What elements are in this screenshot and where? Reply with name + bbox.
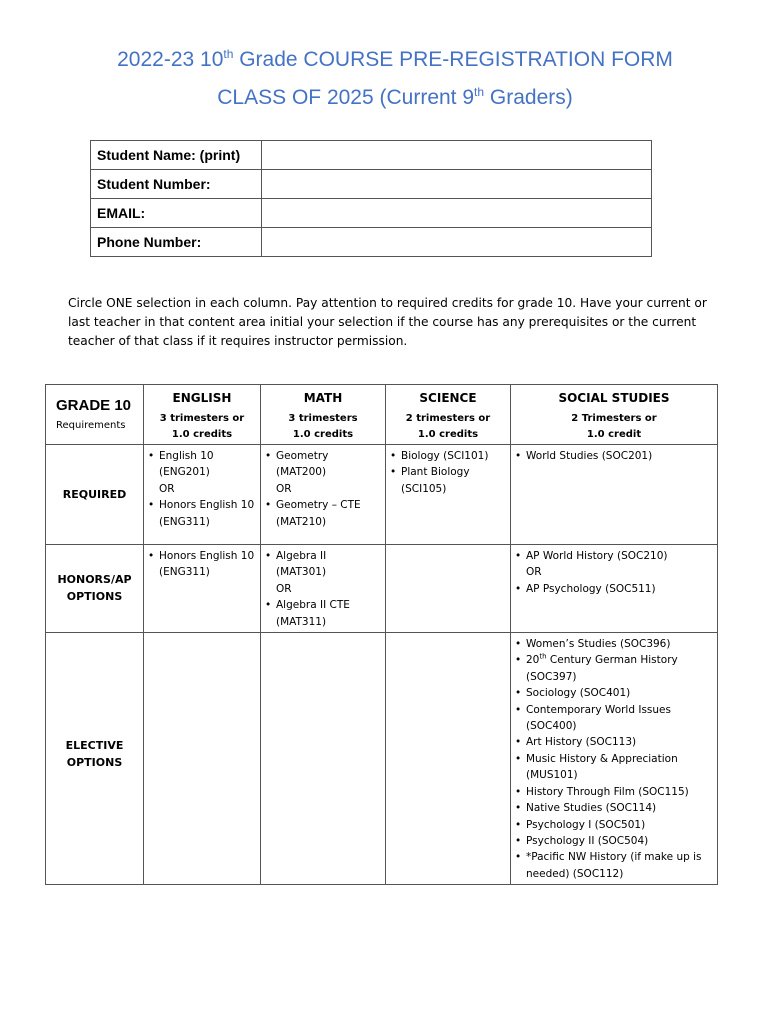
- title-superscript: th: [223, 47, 234, 61]
- course-option[interactable]: • AP World History (SOC210): [515, 548, 713, 564]
- student-number-field[interactable]: [262, 170, 652, 199]
- english-header: [144, 385, 261, 445]
- course-option[interactable]: (MUS101): [526, 769, 578, 782]
- phone-row: [91, 228, 652, 257]
- course-option[interactable]: • Psychology I (SOC501): [515, 817, 713, 833]
- science-cell: [386, 545, 511, 633]
- course-list: [386, 633, 510, 638]
- column-credits: 3 trimesters: [288, 413, 358, 424]
- course-option[interactable]: • Women’s Studies (SOC396): [515, 636, 713, 652]
- science-cell: [386, 633, 511, 885]
- row-label-text: OPTIONS: [66, 590, 123, 603]
- column-credits: 1.0 credits: [292, 429, 354, 440]
- course-list: [386, 445, 510, 499]
- title-text: Grade COURSE PRE-REGISTRATION FORM: [233, 48, 673, 71]
- column-title: SOCIAL STUDIES: [558, 391, 670, 405]
- course-selection-table: [45, 384, 718, 885]
- course-option[interactable]: • English 10: [148, 448, 256, 464]
- math-cell: [261, 633, 386, 885]
- student-info-table: [90, 140, 652, 257]
- course-option[interactable]: • Algebra II CTE: [265, 597, 381, 613]
- course-option[interactable]: OR: [159, 482, 175, 495]
- email-label: EMAIL:: [91, 199, 262, 228]
- grade-header-cell: [46, 385, 144, 445]
- math-cell: [261, 445, 386, 545]
- student-name-field[interactable]: [262, 141, 652, 170]
- phone-field[interactable]: [262, 228, 652, 257]
- column-title: SCIENCE: [419, 391, 477, 405]
- row-label-text: HONORS/AP: [57, 573, 132, 586]
- honors-ap-row: [46, 545, 718, 633]
- column-title: MATH: [303, 391, 343, 405]
- course-option[interactable]: OR: [276, 482, 292, 495]
- course-option[interactable]: • World Studies (SOC201): [515, 448, 713, 464]
- course-option[interactable]: OR: [276, 582, 292, 595]
- title-text: Graders): [484, 86, 573, 109]
- instructions-text: Circle ONE selection in each column. Pay attention to required credits for grade 10. Have your current or last teacher in that content area initial your selection if the course has any prerequisites or the current teacher of that class if it requires instructor permission.: [68, 296, 707, 348]
- phone-label: Phone Number:: [91, 228, 262, 257]
- course-list: [261, 445, 385, 532]
- course-option[interactable]: • Native Studies (SOC114): [515, 800, 713, 816]
- student-number-row: [91, 170, 652, 199]
- english-cell: [144, 545, 261, 633]
- course-option[interactable]: (ENG201): [159, 466, 210, 479]
- course-option[interactable]: OR: [526, 566, 542, 579]
- course-option[interactable]: • Algebra II: [265, 548, 381, 564]
- course-option[interactable]: (ENG311): [159, 566, 210, 579]
- column-credits: 1.0 credits: [417, 429, 479, 440]
- course-option[interactable]: (SCI105): [401, 482, 447, 495]
- course-option[interactable]: • Psychology II (SOC504): [515, 833, 713, 849]
- row-label-text: ELECTIVE: [65, 739, 124, 753]
- course-option[interactable]: (MAT301): [276, 566, 327, 579]
- course-option[interactable]: (MAT200): [276, 466, 327, 479]
- title-text: CLASS OF 2025 (Current 9: [217, 86, 475, 109]
- english-cell: [144, 445, 261, 545]
- math-header: [261, 385, 386, 445]
- course-list: [261, 633, 385, 638]
- row-label: [46, 545, 144, 633]
- email-field[interactable]: [262, 199, 652, 228]
- course-option[interactable]: • Geometry – CTE: [265, 497, 381, 513]
- course-option[interactable]: (SOC397): [526, 670, 577, 683]
- science-header: [386, 385, 511, 445]
- social-studies-header: [511, 385, 718, 445]
- course-list: [511, 545, 717, 599]
- science-cell: [386, 445, 511, 545]
- student-number-label: Student Number:: [91, 170, 262, 199]
- course-option[interactable]: (MAT210): [276, 515, 327, 528]
- course-option[interactable]: • *Pacific NW History (if make up is: [515, 849, 713, 865]
- course-option[interactable]: • Sociology (SOC401): [515, 685, 713, 701]
- form-title-line2: [0, 86, 770, 110]
- column-title: ENGLISH: [172, 391, 232, 405]
- social-cell: [511, 445, 718, 545]
- course-option[interactable]: • Plant Biology: [390, 464, 506, 480]
- course-option[interactable]: (SOC400): [526, 720, 577, 733]
- course-list: [511, 445, 717, 466]
- column-credits: 2 Trimesters or: [571, 413, 657, 424]
- email-row: [91, 199, 652, 228]
- header-row: [46, 385, 718, 445]
- course-list: [144, 445, 260, 532]
- grade-title: GRADE 10: [56, 397, 132, 414]
- row-label: [46, 445, 144, 545]
- course-list: [144, 545, 260, 583]
- course-option[interactable]: • Art History (SOC113): [515, 734, 713, 750]
- student-name-row: [91, 141, 652, 170]
- grade-subtitle: Requirements: [56, 420, 126, 431]
- course-option[interactable]: • Honors English 10: [148, 497, 256, 513]
- column-credits: 3 trimesters or: [159, 413, 245, 424]
- course-option[interactable]: (ENG311): [159, 515, 210, 528]
- column-credits: 1.0 credits: [171, 429, 233, 440]
- course-option[interactable]: • 20th Century German History: [515, 652, 713, 668]
- course-option[interactable]: (MAT311): [276, 615, 327, 628]
- row-label-text: OPTIONS: [66, 756, 123, 770]
- english-cell: [144, 633, 261, 885]
- student-name-label: Student Name: (print): [91, 141, 262, 170]
- course-option[interactable]: • Geometry: [265, 448, 381, 464]
- course-option[interactable]: • Honors English 10: [148, 548, 256, 564]
- title-superscript: th: [474, 85, 485, 99]
- column-credits: 2 trimesters or: [405, 413, 491, 424]
- course-option[interactable]: • History Through Film (SOC115): [515, 784, 713, 800]
- course-list: [386, 545, 510, 550]
- column-credits: 1.0 credit: [586, 429, 642, 440]
- course-list: [511, 633, 717, 884]
- social-cell: [511, 633, 718, 885]
- course-option[interactable]: • AP Psychology (SOC511): [515, 581, 713, 597]
- row-label-text: REQUIRED: [62, 488, 127, 501]
- required-row: [46, 445, 718, 545]
- form-title-line1: [0, 48, 770, 72]
- title-text: 2022-23 10: [117, 48, 224, 71]
- course-option[interactable]: • Contemporary World Issues: [515, 702, 713, 718]
- elective-row: [46, 633, 718, 885]
- course-option[interactable]: needed) (SOC112): [526, 867, 624, 880]
- course-option[interactable]: • Biology (SCI101): [390, 448, 506, 464]
- course-option[interactable]: • Music History & Appreciation: [515, 751, 713, 767]
- math-cell: [261, 545, 386, 633]
- course-list: [144, 633, 260, 638]
- social-cell: [511, 545, 718, 633]
- row-label: [46, 633, 144, 885]
- course-list: [261, 545, 385, 632]
